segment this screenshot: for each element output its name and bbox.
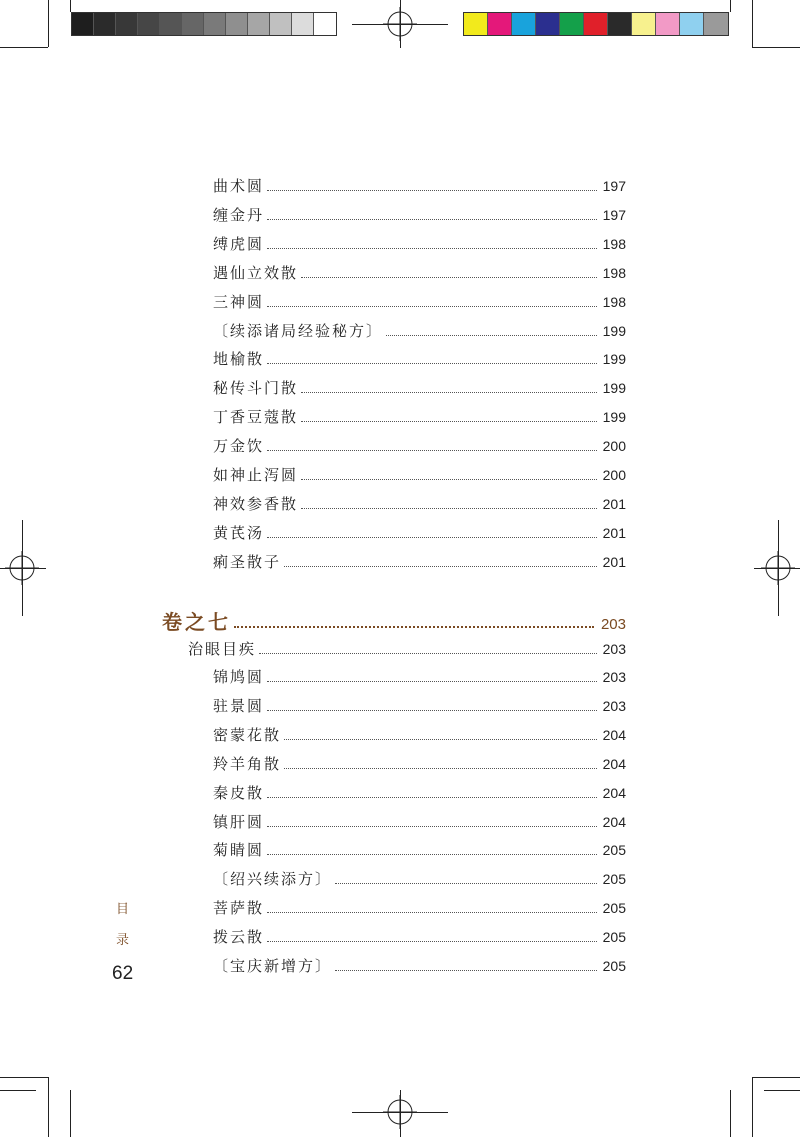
toc-entry-page: 198 [602, 264, 626, 281]
toc-entry[interactable] [213, 778, 626, 802]
color-swatch [160, 13, 182, 35]
dot-leader [301, 276, 597, 278]
color-swatch [512, 13, 536, 35]
toc-entry[interactable] [213, 200, 626, 224]
toc-entry-page: 204 [602, 784, 626, 801]
toc-entry[interactable] [213, 287, 626, 311]
color-swatch [72, 13, 94, 35]
toc-entry[interactable] [213, 720, 626, 744]
toc-entry-title: 曲术圆 [213, 177, 265, 195]
toc-entry[interactable] [213, 344, 626, 368]
toc-entry[interactable] [213, 922, 626, 946]
toc-entry-page: 205 [602, 871, 626, 888]
color-swatch [204, 13, 226, 35]
toc-entry[interactable] [213, 835, 626, 859]
toc-entry-title: 〔宝庆新增方〕 [213, 957, 333, 975]
color-swatch [314, 13, 336, 35]
toc-entry-title: 锦鸠圆 [213, 668, 265, 686]
dot-leader [267, 940, 597, 942]
toc-entry-page: 203 [600, 616, 626, 633]
dot-leader [267, 449, 597, 451]
toc-entry-title: 〔续添诸局经验秘方〕 [213, 321, 384, 340]
toc-entry[interactable] [213, 807, 626, 831]
dot-leader [267, 362, 597, 364]
color-swatch [138, 13, 160, 35]
dot-leader [386, 334, 597, 336]
toc-entry-page: 205 [602, 842, 626, 859]
toc-entry-title: 驻景圆 [213, 696, 265, 715]
color-swatch [536, 13, 560, 35]
toc-entry-title: 黄芪汤 [213, 523, 265, 542]
toc-entry-page: 203 [602, 641, 626, 657]
toc-entry-title: 遇仙立效散 [213, 263, 299, 282]
toc-entry-page: 200 [602, 438, 626, 455]
gray-scale-bar [71, 12, 337, 36]
toc-entry-title: 丁香豆蔻散 [213, 408, 299, 427]
toc-entry-title: 治眼目疾 [188, 640, 257, 658]
dot-leader [301, 420, 597, 422]
side-label-char: 目 [116, 902, 130, 917]
toc-entry[interactable] [213, 951, 626, 975]
color-swatch [182, 13, 204, 35]
toc-entry-title: 地榆散 [213, 350, 265, 369]
registration-mark-right [761, 551, 795, 585]
toc-entry-page: 198 [602, 293, 626, 310]
dot-leader [301, 391, 597, 393]
dot-leader [267, 680, 597, 682]
dot-leader [267, 305, 597, 307]
toc-entry-title: 卷之七 [162, 610, 231, 634]
toc-entry[interactable] [213, 229, 626, 253]
toc-entry-page: 199 [602, 322, 626, 339]
toc-entry-page: 203 [602, 669, 626, 685]
dot-leader [267, 189, 597, 191]
dot-leader [267, 911, 597, 913]
process-color-bar [463, 12, 729, 36]
toc-entry-page: 200 [602, 467, 626, 483]
toc-entry-title: 三神圆 [213, 292, 265, 311]
toc-entry[interactable] [213, 489, 626, 513]
toc-entry[interactable] [213, 171, 626, 195]
dot-leader [267, 825, 597, 827]
toc-entry[interactable] [213, 864, 626, 888]
color-swatch [226, 13, 248, 35]
toc-entry[interactable] [213, 518, 626, 542]
toc-entry-page: 201 [602, 524, 626, 541]
color-swatch [656, 13, 680, 35]
color-swatch [704, 13, 728, 35]
dot-leader [301, 478, 597, 480]
color-swatch [560, 13, 584, 35]
dot-leader [267, 709, 597, 711]
dot-leader [284, 767, 597, 769]
dot-leader [267, 853, 597, 855]
toc-entry-page: 197 [602, 178, 626, 194]
toc-entry-page: 199 [602, 409, 626, 426]
toc-entry-page: 201 [602, 495, 626, 512]
toc-entry[interactable] [213, 316, 626, 340]
toc-entry-page: 204 [602, 726, 626, 743]
toc-entry-title: 缠金丹 [213, 205, 265, 224]
color-swatch [608, 13, 632, 35]
toc-section-entry[interactable] [188, 634, 626, 658]
dot-leader [259, 652, 597, 654]
color-swatch [488, 13, 512, 35]
color-swatch [632, 13, 656, 35]
dot-leader [335, 969, 597, 971]
toc-entry-page: 197 [602, 206, 626, 223]
toc-entry-title: 秘传斗门散 [213, 379, 299, 398]
toc-entry-page: 205 [602, 900, 626, 917]
toc-entry-title: 镇肝圆 [213, 812, 265, 831]
color-swatch [464, 13, 488, 35]
dot-leader [234, 625, 594, 628]
dot-leader [284, 738, 597, 740]
dot-leader [267, 796, 597, 798]
toc-entry-title: 缚虎圆 [213, 234, 265, 253]
color-swatch [94, 13, 116, 35]
toc-entry-title: 万金饮 [213, 437, 265, 456]
color-swatch [680, 13, 704, 35]
dot-leader [301, 507, 597, 509]
registration-mark-left [5, 551, 39, 585]
dot-leader [267, 218, 597, 220]
registration-mark-bottom [383, 1095, 417, 1129]
toc-entry-page: 203 [602, 697, 626, 714]
toc-entry-page: 205 [602, 958, 626, 974]
toc-entry-title: 羚羊角散 [213, 754, 282, 773]
toc-entry[interactable] [213, 749, 626, 773]
toc-entry[interactable] [213, 893, 626, 917]
toc-entry[interactable] [213, 373, 626, 397]
color-swatch [248, 13, 270, 35]
toc-entry-title: 如神止泻圆 [213, 466, 299, 484]
toc-entry-title: 神效参香散 [213, 494, 299, 513]
toc-entry-page: 205 [602, 929, 626, 946]
toc-entry[interactable] [213, 547, 626, 571]
color-swatch [116, 13, 138, 35]
toc-chapter-entry[interactable] [162, 604, 626, 634]
toc-entry[interactable] [213, 402, 626, 426]
page-number: 62 [112, 963, 134, 984]
toc-entry-page: 204 [602, 755, 626, 772]
toc-entry[interactable] [213, 662, 626, 686]
toc-entry-page: 198 [602, 235, 626, 252]
toc-entry-title: 秦皮散 [213, 783, 265, 802]
toc-entry-title: 痢圣散子 [213, 552, 282, 571]
toc-entry-page: 199 [602, 351, 626, 368]
toc-entry-page: 204 [602, 813, 626, 830]
toc-entry-title: 菊睛圆 [213, 841, 265, 860]
dot-leader [335, 882, 597, 884]
side-label-char: 录 [116, 933, 130, 948]
toc-entry[interactable] [213, 460, 626, 484]
toc-entry[interactable] [213, 431, 626, 455]
toc-entry[interactable] [213, 691, 626, 715]
toc-entry-title: 菩萨散 [213, 899, 265, 918]
color-swatch [584, 13, 608, 35]
color-swatch [292, 13, 314, 35]
toc-entry-title: 〔绍兴续添方〕 [213, 870, 333, 889]
toc-entry-page: 199 [602, 380, 626, 397]
toc-entry-title: 拨云散 [213, 928, 265, 947]
toc-entry[interactable] [213, 258, 626, 282]
color-swatch [270, 13, 292, 35]
dot-leader [267, 247, 597, 249]
registration-mark-top [383, 7, 417, 41]
dot-leader [267, 536, 597, 538]
toc-entry-page: 201 [602, 553, 626, 570]
dot-leader [284, 565, 597, 567]
toc-entry-title: 密蒙花散 [213, 725, 282, 744]
